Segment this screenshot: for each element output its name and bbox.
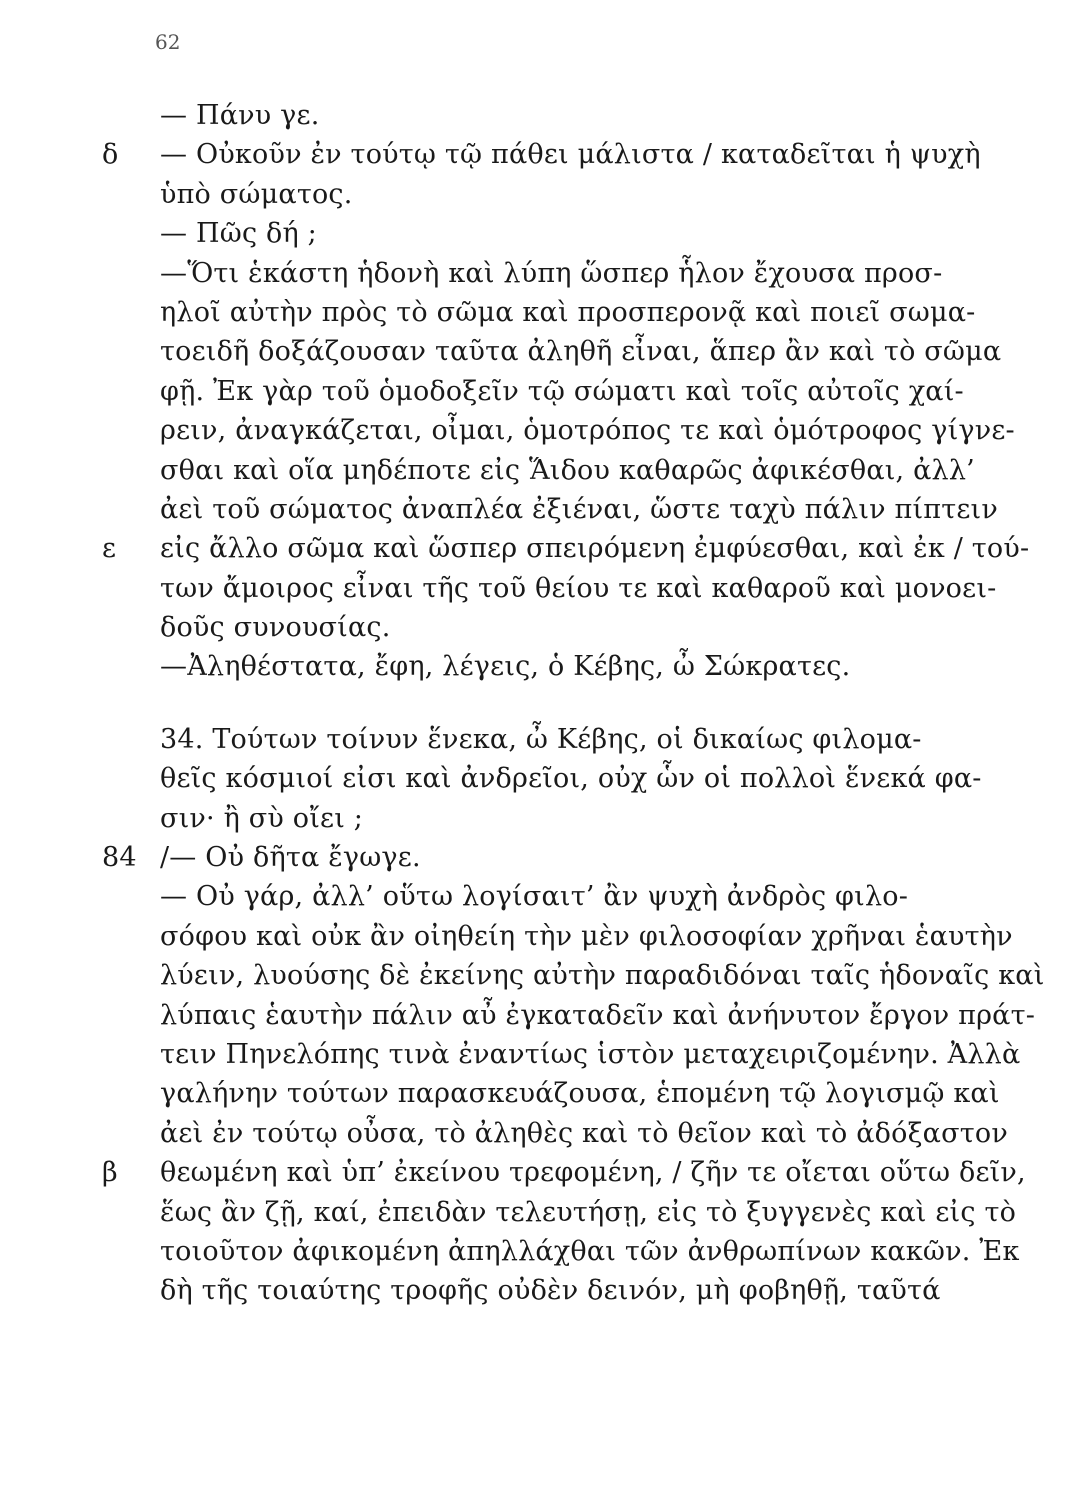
text-line <box>160 956 1045 995</box>
text-line <box>160 647 1040 686</box>
line-text: τοειδῆ δοξάζουσαν ταῦτα ἀληθῆ εἶναι, ἅπερ ἂν καὶ τὸ σῶμα <box>160 336 1002 368</box>
line-text: δοῦς συνουσίας. <box>160 612 391 644</box>
text-line <box>160 96 1040 135</box>
text-line <box>102 135 1040 174</box>
line-text: ηλοῖ αὐτὴν πρὸς τὸ σῶμα καὶ προσπερονᾷ καὶ ποιεῖ σωμα- <box>160 296 976 328</box>
margin-marker: β <box>102 1157 118 1189</box>
text-line <box>102 838 1040 877</box>
margin-marker: δ <box>102 139 119 171</box>
margin-marker: ε <box>102 533 117 565</box>
text-line <box>160 451 1040 490</box>
text-line <box>160 917 1040 956</box>
line-text: λύπαις ἑαυτὴν πάλιν αὖ ἐγκαταδεῖν καὶ ἀνήνυτον ἔργον πράτ- <box>160 999 1036 1031</box>
line-text: —Ἀληθέστατα, ἔφη, λέγεις, ὁ Κέβης, ὦ Σώκρατες. <box>160 651 851 683</box>
text-line <box>160 411 1040 450</box>
text-line <box>160 1035 1040 1074</box>
text-line <box>160 799 1040 838</box>
page-number: 62 <box>155 30 181 54</box>
line-text: θεωμένη καὶ ὑπ’ ἐκείνου τρεφομένη, / ζῆν τε οἴεται οὕτω δεῖν, <box>160 1157 1026 1189</box>
line-text: ἕως ἂν ζῇ, καί, ἐπειδὰν τελευτήσῃ, εἰς τὸ ξυγγενὲς καὶ εἰς τὸ <box>160 1196 1017 1228</box>
margin-marker: 84 <box>102 842 137 874</box>
text-body <box>102 96 1045 1311</box>
text-line <box>160 254 1040 293</box>
line-text: σιν· ἢ σὺ οἴει ; <box>160 802 364 834</box>
text-line <box>160 877 1040 916</box>
line-text: δὴ τῆς τοιαύτης τροφῆς οὐδὲν δεινόν, μὴ φοβηθῇ, ταῦτά <box>160 1275 941 1307</box>
line-text: τειν Πηνελόπης τινὰ ἐναντίως ἱστὸν μεταχειριζομένην. Ἀλλὰ <box>160 1038 1021 1070</box>
line-text: — Οὐ γάρ, ἀλλ’ οὕτω λογίσαιτ’ ἂν ψυχὴ ἀνδρὸς φιλο- <box>160 881 909 913</box>
text-line <box>160 569 1040 608</box>
line-text: ἀεὶ ἐν τούτῳ οὖσα, τὸ ἀληθὲς καὶ τὸ θεῖον καὶ τὸ ἀδόξαστον <box>160 1117 1008 1149</box>
line-text: — Πάνυ γε. <box>160 100 320 131</box>
line-text: θεῖς κόσμιοί εἰσι καὶ ἀνδρεῖοι, οὐχ ὧν οἱ πολλοὶ ἕνεκά φα- <box>160 763 982 795</box>
line-text: τοιοῦτον ἀφικομένη ἀπηλλάχθαι τῶν ἀνθρωπίνων κακῶν. Ἐκ <box>160 1235 1020 1267</box>
text-line <box>160 372 1040 411</box>
line-text: — Πῶς δή ; <box>160 218 317 250</box>
line-text: ρειν, ἀναγκάζεται, οἶμαι, ὁμοτρόπος τε καὶ ὁμότροφος γίγνε- <box>160 415 1015 447</box>
text-line <box>160 1232 1040 1271</box>
text-line <box>160 1114 1040 1153</box>
text-line <box>160 332 1040 371</box>
text-line <box>102 1153 1040 1192</box>
line-text: ὑπὸ σώματος. <box>160 178 353 210</box>
text-line <box>160 293 1040 332</box>
line-text: σόφου καὶ οὐκ ἂν οἰηθείη τὴν μὲν φιλοσοφίαν χρῆναι ἑαυτὴν <box>160 920 1013 952</box>
line-text: εἰς ἄλλο σῶμα καὶ ὥσπερ σπειρόμενη ἐμφύεσθαι, καὶ ἐκ / τού- <box>160 533 1030 565</box>
line-text: λύειν, λυούσης δὲ ἐκείνης αὐτὴν παραδιδόναι ταῖς ἡδοναῖς καὶ <box>160 960 1045 992</box>
text-line <box>160 1271 1040 1310</box>
text-line <box>160 608 1040 647</box>
text-line <box>160 1193 1040 1232</box>
text-line <box>102 529 1040 568</box>
line-text: φῇ. Ἐκ γὰρ τοῦ ὁμοδοξεῖν τῷ σώματι καὶ τοῖς αὐτοῖς χαί- <box>160 375 964 407</box>
line-text: γαλήνην τούτων παρασκευάζουσα, ἑπομένη τῷ λογισμῷ καὶ <box>160 1078 1000 1110</box>
line-text: —Ὅτι ἑκάστη ἡδονὴ καὶ λύπη ὥσπερ ἧλον ἔχουσα προσ- <box>160 257 943 289</box>
text-line <box>160 214 1040 253</box>
line-text: ἀεὶ τοῦ σώματος ἀναπλέα ἐξιέναι, ὥστε ταχὺ πάλιν πίπτειν <box>160 493 998 525</box>
text-line <box>160 490 1040 529</box>
text-line <box>160 720 1040 759</box>
text-line <box>160 1074 1040 1113</box>
line-text: 34. Τούτων τοίνυν ἕνεκα, ὦ Κέβης, οἱ δικαίως φιλομα- <box>160 723 922 755</box>
line-text: των ἄμοιρος εἶναι τῆς τοῦ θείου τε καὶ καθαροῦ καὶ μονοει- <box>160 572 997 604</box>
line-text: σθαι καὶ οἵα μηδέποτε εἰς Ἅιδου καθαρῶς ἀφικέσθαι, ἀλλ’ <box>160 454 975 486</box>
text-line <box>160 759 1040 798</box>
text-line <box>160 996 1040 1035</box>
line-text: /— Οὐ δῆτα ἔγωγε. <box>160 842 421 874</box>
line-text: — Οὐκοῦν ἐν τούτῳ τῷ πάθει μάλιστα / καταδεῖται ἡ ψυχὴ <box>160 139 981 171</box>
text-line <box>160 175 1040 214</box>
